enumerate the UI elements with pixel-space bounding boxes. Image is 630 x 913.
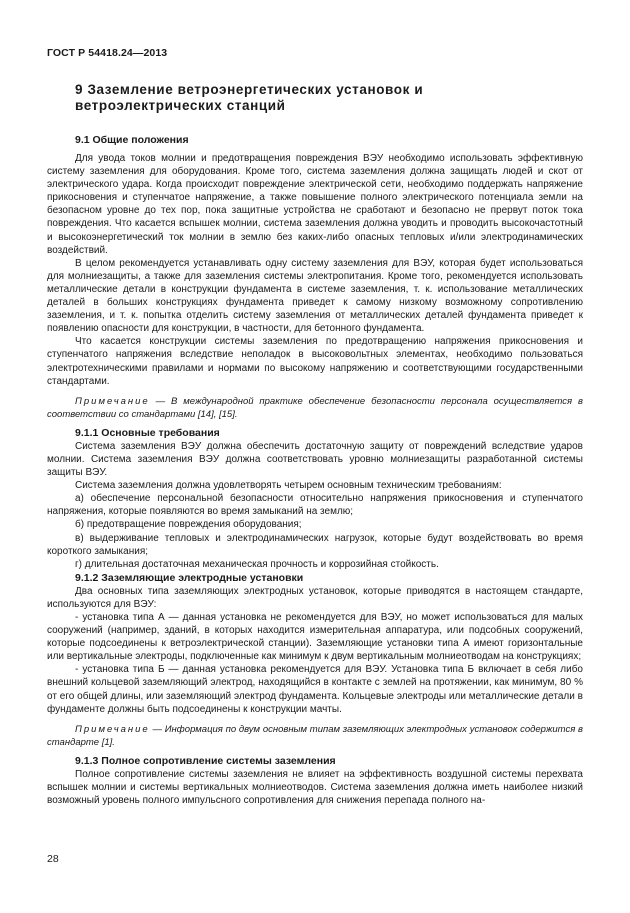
section-9-1-paragraph-1: Для увода токов молнии и предотвращения повреждения ВЭУ необходимо использовать эффективную систему заземления для оборудования. Кроме того, система заземления должна защищать людей и скот от электрического удара. Когда происходит повреждение электрической сети, необходимо поддержать напряжение прикосновения и ступенчатое напряжение, а также повышение полного электрического потенциала земли на безопасном уровне до тех пор, пока защитные устройства не сработают и безопасно не прервут поток тока повреждения. Что касается вспышек молнии, система заземления должна уводить и проводить высокочастотный и высокоэнергетический ток молнии в землю без каких-либо опасных тепловых и/или электродинамических воздействий.	[47, 153, 583, 256]
section-9-1-1-paragraph-1: Система заземления ВЭУ должна обеспечить достаточную защиту от повреждений вследствие ударов молнии. Система заземления ВЭУ должна соответствовать уровню молниезащиты разработанной системы защиты ВЭУ.	[47, 440, 583, 479]
requirement-d: г) длительная достаточная механическая прочность и коррозийная стойкость.	[75, 558, 439, 570]
section-9-1-paragraph-2: В целом рекомендуется устанавливать одну систему заземления для ВЭУ, которая будет использоваться для молниезащиты, а также для заземления системы электропитания. Кроме того, рекомендуется использовать металлические детали в конструкции фундамента в системе заземления, т. к. использование металлических деталей в больших конструкциях фундамента приведет к самому низкому возможному сопротивлению заземления, и т. к. попытка отделить систему заземления от металлических деталей фундамента приведет к появлению опасности для конструкции, в частности, для бетонного фундамента.	[47, 257, 583, 335]
section-9-title-line-2: ветроэлектрических станций	[75, 98, 286, 113]
section-9-1-3-title: 9.1.3 Полное сопротивление системы заземления	[75, 754, 336, 767]
requirement-c: в) выдерживание тепловых и электродинамических нагрузок, которые будут воздействовать во время короткого замыкания;	[47, 532, 583, 557]
section-9-1-3-paragraph-1: Полное сопротивление системы заземления не влияет на эффективность воздушной системы перехвата вспышек молнии и системы вертикальных молниеотводов. Система заземления должна иметь наиболее низкий возможный уровень полного импульсного сопротивления для снижения перепада полного на-	[47, 768, 583, 807]
requirement-b: б) предотвращение повреждения оборудования;	[75, 519, 302, 531]
note-text: — В международной практике обеспечение безопасности персонала осуществляется в соответствии со стандартами [14], [15].	[47, 395, 583, 420]
section-9-1-2-type-b: - установка типа Б — данная установка рекомендуется для ВЭУ. Установка типа Б включает в себя либо внешний кольцевой заземляющий электрод, находящийся в контакте с землей на протяжении, как минимум, 80 % от его общей длины, или заземляющий электрод фундамента. Кольцевые электроды или металлические детали в фундаменте должны быть подсоединены к конструкции мачты.	[47, 664, 583, 715]
section-9-title	[75, 82, 583, 114]
section-9-1-2-title: 9.1.2 Заземляющие электродные установки	[75, 571, 304, 584]
section-9-title-line-1: 9 Заземление ветроэнергетических установок и	[75, 82, 424, 97]
section-9-1-2-paragraph-1: Два основных типа заземляющих электродных установок, которые приводятся в настоящем стандарте, используются для ВЭУ:	[47, 585, 583, 610]
section-9-1-2-type-a: - установка типа А — данная установка не рекомендуется для ВЭУ, но может использоваться для малых сооружений (например, зданий, в которых находится измерительная аппаратура, или подсобных сооружений, которые подсоединены к ветроэлектрической станции). Заземляющие установки типа А имеют горизонтальные или вертикальные электроды, подключенные как минимум к двум вертикальным молниеотводам на конструкциях;	[47, 612, 583, 663]
requirement-a: а) обеспечение персональной безопасности относительно напряжения прикосновения и ступенчатого напряжения, которые появляются во время замыканий на землю;	[47, 493, 583, 518]
section-9-1-2-note	[47, 723, 583, 749]
section-9-1-1-title: 9.1.1 Основные требования	[75, 426, 220, 439]
note-label: Примечание	[75, 395, 150, 407]
note-text: — Информация по двум основным типам заземляющих электродных установок содержится в стандарте [1].	[47, 723, 583, 748]
page-number: 28	[47, 853, 59, 865]
section-9-1-paragraph-3: Что касается конструкции системы заземления по предотвращению напряжения прикосновения и ступенчатого напряжения вследствие неполадок в высоковольтных элементах, необходимо пользоваться электротехническими правилами и нормами по высокому напряжению и соответствующими государственными стандартами.	[47, 336, 583, 387]
section-9-1-title: 9.1 Общие положения	[75, 134, 189, 146]
section-9-1-1-paragraph-2: Система заземления должна удовлетворять четырем основным техническим требованиям:	[75, 480, 502, 492]
section-9-1-note	[47, 395, 583, 421]
page-content	[47, 82, 583, 807]
document-header: ГОСТ Р 54418.24—2013	[47, 47, 168, 59]
note-label: Примечание	[75, 723, 150, 735]
